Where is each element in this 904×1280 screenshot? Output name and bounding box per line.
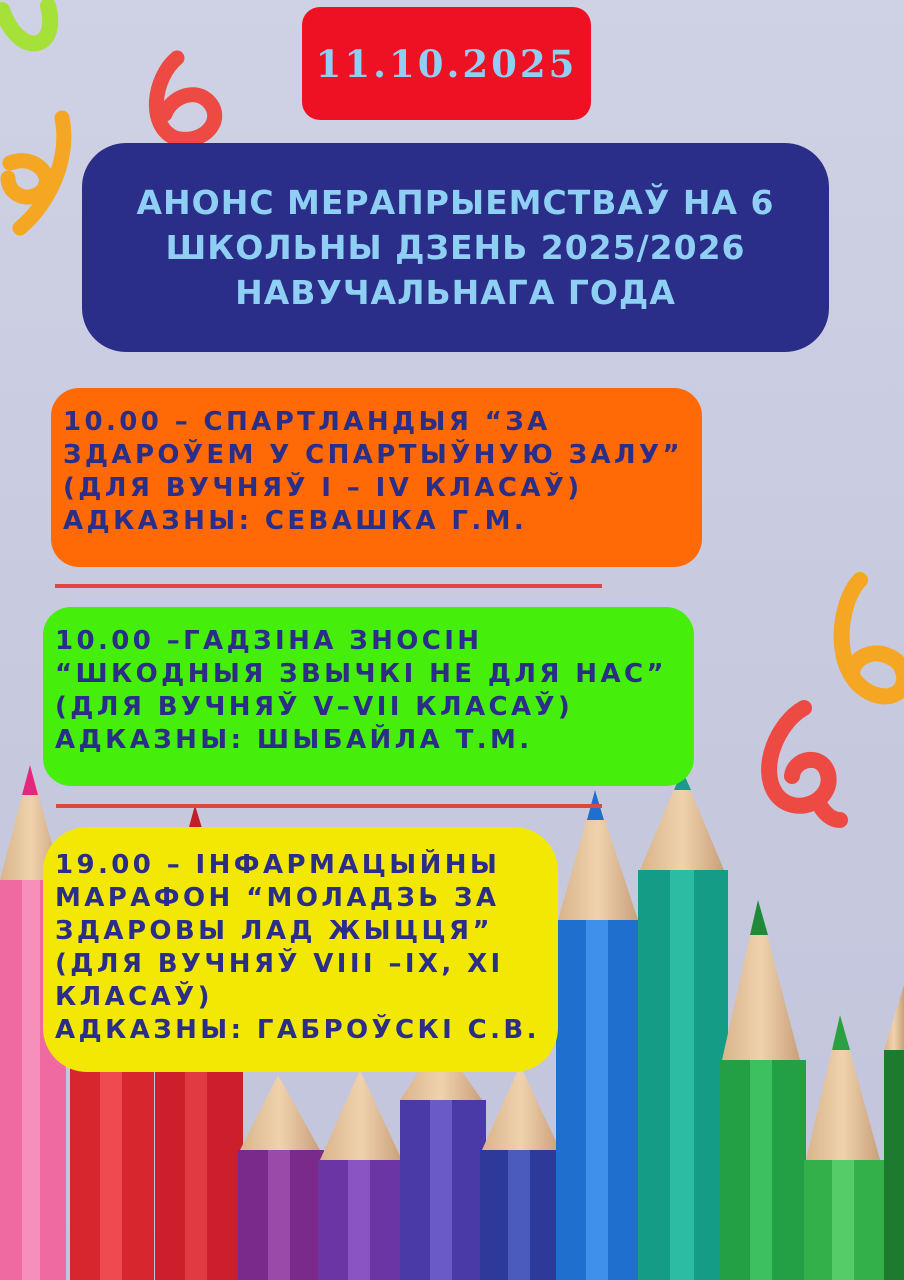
event-line: АДКАЗНЫ: ГАБРОЎСКІ С.В. [55, 1015, 540, 1045]
event-card-marathon [43, 827, 558, 1072]
pencil-indigo [400, 1040, 486, 1280]
event-line: (ДЛЯ ВУЧНЯЎ V–VII КЛАСАЎ) [55, 692, 574, 722]
letter-b-icon [135, 48, 235, 148]
pencil-blue [556, 790, 642, 1280]
pencil-green [720, 900, 806, 1280]
pencil-navy [480, 1065, 564, 1280]
pencil-purple [238, 1075, 324, 1280]
event-line: 10.00 – СПАРТЛАНДЫЯ “ЗА [63, 407, 551, 437]
event-card-sports [51, 388, 702, 567]
event-line: МАРАФОН “МОЛАДЗЬ ЗА [55, 883, 500, 913]
title-line: АНОНС МЕРАПРЫЕМСТВАЎ НА 6 [136, 182, 775, 222]
page-title [137, 180, 775, 316]
divider [56, 804, 602, 808]
pencil-darkgreen [884, 985, 904, 1280]
event-line: “ШКОДНЫЯ ЗВЫЧКІ НЕ ДЛЯ НАС” [55, 659, 667, 689]
event-line: 19.00 – ІНФАРМАЦЫЙНЫ [55, 850, 501, 880]
title-banner [82, 143, 829, 352]
event-line: (ДЛЯ ВУЧНЯЎ I – IV КЛАСАЎ) [63, 473, 583, 503]
title-line: НАВУЧАЛЬНАГА ГОДА [235, 273, 676, 313]
event-line: (ДЛЯ ВУЧНЯЎ VIII –IX, XI [55, 949, 504, 979]
pencil-teal [638, 770, 728, 1280]
divider [55, 584, 602, 588]
letter-b-icon [0, 0, 70, 60]
event-line: ЗДАРОВЫ ЛАД ЖЫЦЦЯ” [55, 916, 493, 946]
pencil-lightgreen [804, 1015, 888, 1280]
letter-b-icon [748, 698, 848, 828]
date-text: 11.10.2025 [315, 41, 578, 86]
event-line: АДКАЗНЫ: СЕВАШКА Г.М. [63, 506, 528, 536]
event-line: ЗДАРОЎЕМ У СПАРТЫЎНУЮ ЗАЛУ” [63, 440, 683, 470]
event-line: КЛАСАЎ) [55, 982, 213, 1012]
event-card-habits [43, 607, 694, 786]
title-line: ШКОЛЬНЫ ДЗЕНЬ 2025/2026 [165, 227, 746, 267]
letter-b-icon [818, 570, 904, 710]
event-line: АДКАЗНЫ: ШЫБАЙЛА Т.М. [55, 725, 533, 755]
pencil-violet [318, 1070, 406, 1280]
date-badge [302, 7, 591, 120]
letter-b-icon [0, 108, 80, 248]
event-line: 10.00 –ГАДЗІНА ЗНОСІН [55, 626, 483, 656]
